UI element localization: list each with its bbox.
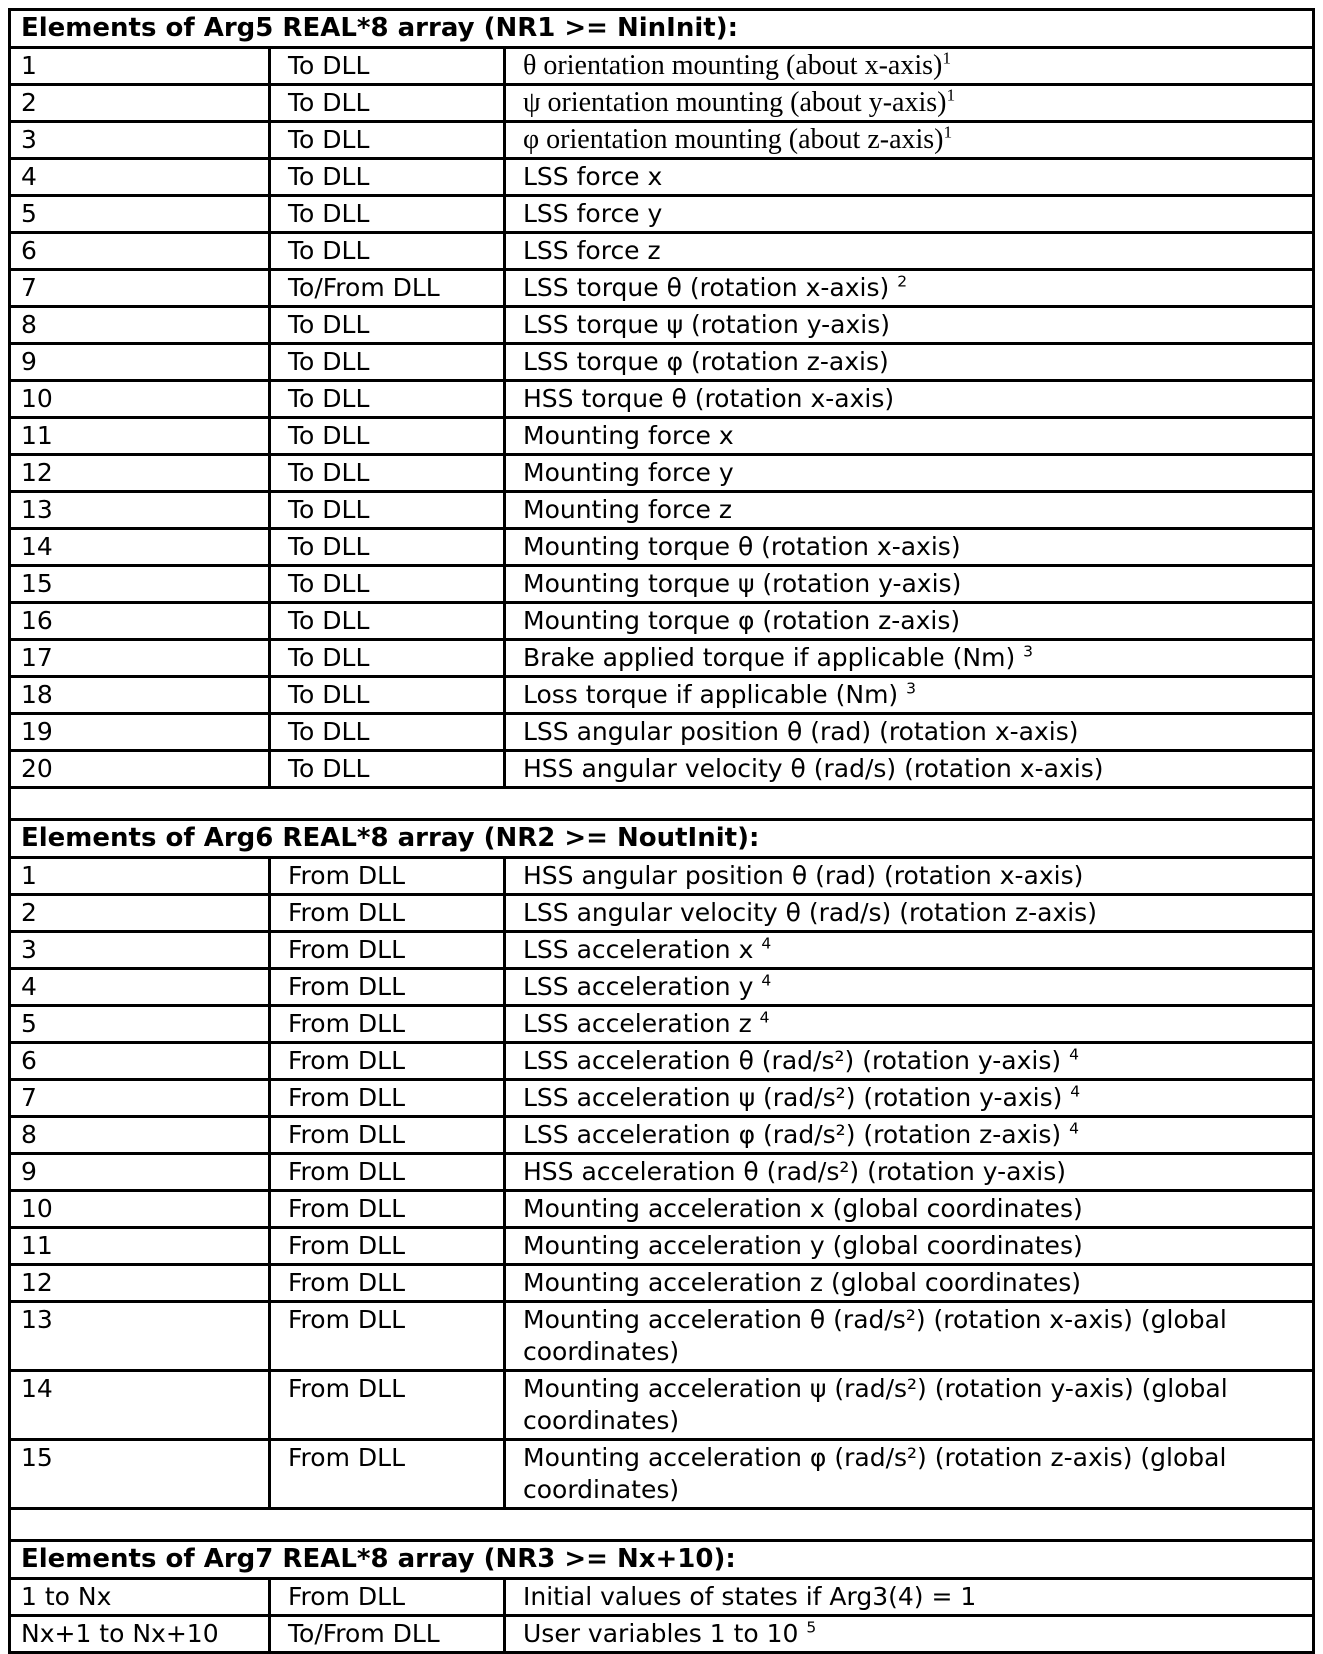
table-row bbox=[10, 1302, 1314, 1371]
table-title: Elements of Arg5 REAL*8 array (NR1 >= NinInit): bbox=[10, 10, 1314, 48]
table-row bbox=[10, 270, 1314, 307]
description-cell: Brake applied torque if applicable (Nm) $^3$ bbox=[505, 640, 1314, 677]
element-index-cell: 20 bbox=[10, 751, 270, 788]
footnote-marker: 3 bbox=[1023, 642, 1034, 661]
direction-cell: From DLL bbox=[270, 1080, 505, 1117]
element-index-cell: 11 bbox=[10, 1228, 270, 1265]
description-cell: LSS acceleration θ (rad/s²) (rotation y-axis) $^4$ bbox=[505, 1043, 1314, 1080]
description-cell: ψ orientation mounting (about y-axis)$^1$ bbox=[505, 85, 1314, 122]
element-index-cell: 4 bbox=[10, 969, 270, 1006]
element-index-cell: 19 bbox=[10, 714, 270, 751]
table-row bbox=[10, 492, 1314, 529]
element-index-cell: 17 bbox=[10, 640, 270, 677]
table-row bbox=[10, 1043, 1314, 1080]
table-spacer-row bbox=[10, 1509, 1314, 1541]
direction-cell: From DLL bbox=[270, 1043, 505, 1080]
footnote-marker: 1 bbox=[946, 85, 956, 105]
table-row bbox=[10, 48, 1314, 85]
direction-cell: From DLL bbox=[270, 1579, 505, 1616]
description-cell: Mounting force x bbox=[505, 418, 1314, 455]
table-row bbox=[10, 122, 1314, 159]
direction-cell: To DLL bbox=[270, 233, 505, 270]
description-cell: Mounting acceleration ψ (rad/s²) (rotation y-axis) (global coordinates) bbox=[505, 1371, 1314, 1440]
description-cell: θ orientation mounting (about x-axis)$^1$ bbox=[505, 48, 1314, 85]
description-cell: Mounting torque ψ (rotation y-axis) bbox=[505, 566, 1314, 603]
table-row bbox=[10, 1154, 1314, 1191]
element-index-cell: 1 to Nx bbox=[10, 1579, 270, 1616]
element-index-cell: 3 bbox=[10, 932, 270, 969]
element-index-cell: 1 bbox=[10, 858, 270, 895]
footnote-marker: 4 bbox=[759, 1008, 770, 1027]
footnote-marker: 4 bbox=[1070, 1082, 1081, 1101]
table-row bbox=[10, 640, 1314, 677]
description-cell: Mounting force z bbox=[505, 492, 1314, 529]
element-index-cell: Nx+1 to Nx+10 bbox=[10, 1616, 270, 1653]
direction-cell: To DLL bbox=[270, 159, 505, 196]
description-cell: LSS torque φ (rotation z-axis) bbox=[505, 344, 1314, 381]
element-index-cell: 14 bbox=[10, 529, 270, 566]
description-cell: Mounting torque φ (rotation z-axis) bbox=[505, 603, 1314, 640]
element-index-cell: 10 bbox=[10, 1191, 270, 1228]
element-index-cell: 11 bbox=[10, 418, 270, 455]
table-row bbox=[10, 751, 1314, 788]
description-cell: LSS acceleration z $^4$ bbox=[505, 1006, 1314, 1043]
table-row bbox=[10, 85, 1314, 122]
description-cell: Mounting acceleration y (global coordinates) bbox=[505, 1228, 1314, 1265]
table-row bbox=[10, 895, 1314, 932]
table-title-row bbox=[10, 820, 1314, 858]
table-title-row bbox=[10, 10, 1314, 48]
element-index-cell: 4 bbox=[10, 159, 270, 196]
element-index-cell: 7 bbox=[10, 1080, 270, 1117]
description-cell: Mounting acceleration x (global coordinates) bbox=[505, 1191, 1314, 1228]
table-row bbox=[10, 381, 1314, 418]
element-index-cell: 8 bbox=[10, 1117, 270, 1154]
direction-cell: From DLL bbox=[270, 969, 505, 1006]
direction-cell: To DLL bbox=[270, 85, 505, 122]
direction-cell: From DLL bbox=[270, 1191, 505, 1228]
table-row bbox=[10, 969, 1314, 1006]
description-cell: LSS force z bbox=[505, 233, 1314, 270]
footnote-marker: 2 bbox=[897, 272, 908, 291]
description-cell: φ orientation mounting (about z-axis)$^1$ bbox=[505, 122, 1314, 159]
description-cell: LSS force x bbox=[505, 159, 1314, 196]
direction-cell: From DLL bbox=[270, 1117, 505, 1154]
table-row bbox=[10, 159, 1314, 196]
table-row bbox=[10, 714, 1314, 751]
element-index-cell: 13 bbox=[10, 492, 270, 529]
element-index-cell: 7 bbox=[10, 270, 270, 307]
element-index-cell: 16 bbox=[10, 603, 270, 640]
description-cell: HSS torque θ (rotation x-axis) bbox=[505, 381, 1314, 418]
element-index-cell: 15 bbox=[10, 1440, 270, 1509]
description-cell: LSS acceleration y $^4$ bbox=[505, 969, 1314, 1006]
element-index-cell: 6 bbox=[10, 233, 270, 270]
table-row bbox=[10, 1006, 1314, 1043]
table-row bbox=[10, 858, 1314, 895]
element-index-cell: 15 bbox=[10, 566, 270, 603]
direction-cell: To DLL bbox=[270, 603, 505, 640]
direction-cell: To DLL bbox=[270, 529, 505, 566]
table-row bbox=[10, 1616, 1314, 1653]
element-index-cell: 8 bbox=[10, 307, 270, 344]
footnote-marker: 4 bbox=[761, 971, 772, 990]
table-row bbox=[10, 307, 1314, 344]
table-row bbox=[10, 1440, 1314, 1509]
direction-cell: From DLL bbox=[270, 1371, 505, 1440]
element-index-cell: 12 bbox=[10, 455, 270, 492]
direction-cell: To DLL bbox=[270, 344, 505, 381]
description-cell: LSS torque ψ (rotation y-axis) bbox=[505, 307, 1314, 344]
description-cell: Mounting acceleration θ (rad/s²) (rotation x-axis) (global coordinates) bbox=[505, 1302, 1314, 1371]
table-row bbox=[10, 1117, 1314, 1154]
table-title: Elements of Arg6 REAL*8 array (NR2 >= NoutInit): bbox=[10, 820, 1314, 858]
element-index-cell: 2 bbox=[10, 85, 270, 122]
table-row bbox=[10, 455, 1314, 492]
array-elements-table bbox=[8, 8, 1315, 1654]
description-cell: LSS force y bbox=[505, 196, 1314, 233]
direction-cell: From DLL bbox=[270, 858, 505, 895]
direction-cell: From DLL bbox=[270, 1440, 505, 1509]
element-index-cell: 1 bbox=[10, 48, 270, 85]
direction-cell: To DLL bbox=[270, 418, 505, 455]
direction-cell: To DLL bbox=[270, 48, 505, 85]
direction-cell: To DLL bbox=[270, 751, 505, 788]
description-cell: Mounting acceleration φ (rad/s²) (rotation z-axis) (global coordinates) bbox=[505, 1440, 1314, 1509]
table-spacer-row bbox=[10, 788, 1314, 820]
direction-cell: To DLL bbox=[270, 566, 505, 603]
direction-cell: To DLL bbox=[270, 492, 505, 529]
element-index-cell: 13 bbox=[10, 1302, 270, 1371]
description-cell: HSS angular position θ (rad) (rotation x-axis) bbox=[505, 858, 1314, 895]
table-row bbox=[10, 1579, 1314, 1616]
direction-cell: To/From DLL bbox=[270, 270, 505, 307]
element-index-cell: 14 bbox=[10, 1371, 270, 1440]
direction-cell: To/From DLL bbox=[270, 1616, 505, 1653]
direction-cell: From DLL bbox=[270, 895, 505, 932]
table-row bbox=[10, 233, 1314, 270]
table-row bbox=[10, 196, 1314, 233]
footnote-marker: 4 bbox=[761, 934, 772, 953]
table-row bbox=[10, 566, 1314, 603]
direction-cell: From DLL bbox=[270, 1302, 505, 1371]
footnote-marker: 4 bbox=[1069, 1045, 1079, 1064]
table-row bbox=[10, 1191, 1314, 1228]
description-cell: LSS acceleration ψ (rad/s²) (rotation y-axis) $^4$ bbox=[505, 1080, 1314, 1117]
description-cell: Initial values of states if Arg3(4) = 1 bbox=[505, 1579, 1314, 1616]
direction-cell: To DLL bbox=[270, 677, 505, 714]
element-index-cell: 9 bbox=[10, 1154, 270, 1191]
table-title: Elements of Arg7 REAL*8 array (NR3 >= Nx+10): bbox=[10, 1541, 1314, 1579]
element-index-cell: 3 bbox=[10, 122, 270, 159]
table-row bbox=[10, 677, 1314, 714]
table-row bbox=[10, 418, 1314, 455]
description-cell: LSS acceleration φ (rad/s²) (rotation z-axis) $^4$ bbox=[505, 1117, 1314, 1154]
array-elements-table-body bbox=[10, 10, 1314, 1653]
footnote-marker: 3 bbox=[906, 679, 916, 698]
footnote-marker: 4 bbox=[1069, 1119, 1079, 1138]
table-row bbox=[10, 603, 1314, 640]
direction-cell: From DLL bbox=[270, 1265, 505, 1302]
direction-cell: To DLL bbox=[270, 122, 505, 159]
element-index-cell: 5 bbox=[10, 1006, 270, 1043]
direction-cell: From DLL bbox=[270, 1154, 505, 1191]
direction-cell: To DLL bbox=[270, 307, 505, 344]
direction-cell: To DLL bbox=[270, 381, 505, 418]
description-cell: HSS acceleration θ (rad/s²) (rotation y-axis) bbox=[505, 1154, 1314, 1191]
element-index-cell: 2 bbox=[10, 895, 270, 932]
description-cell: LSS angular velocity θ (rad/s) (rotation z-axis) bbox=[505, 895, 1314, 932]
direction-cell: To DLL bbox=[270, 196, 505, 233]
description-cell: Mounting acceleration z (global coordinates) bbox=[505, 1265, 1314, 1302]
direction-cell: From DLL bbox=[270, 932, 505, 969]
description-cell: Mounting torque θ (rotation x-axis) bbox=[505, 529, 1314, 566]
element-index-cell: 18 bbox=[10, 677, 270, 714]
footnote-marker: 5 bbox=[806, 1618, 817, 1637]
table-spacer-cell bbox=[10, 788, 1314, 820]
element-index-cell: 10 bbox=[10, 381, 270, 418]
table-row bbox=[10, 1265, 1314, 1302]
direction-cell: To DLL bbox=[270, 714, 505, 751]
direction-cell: From DLL bbox=[270, 1006, 505, 1043]
description-cell: Loss torque if applicable (Nm) $^3$ bbox=[505, 677, 1314, 714]
direction-cell: From DLL bbox=[270, 1228, 505, 1265]
direction-cell: To DLL bbox=[270, 640, 505, 677]
table-spacer-cell bbox=[10, 1509, 1314, 1541]
description-cell: User variables 1 to 10 $^5$ bbox=[505, 1616, 1314, 1653]
footnote-marker: 1 bbox=[942, 48, 952, 68]
direction-cell: To DLL bbox=[270, 455, 505, 492]
table-row bbox=[10, 932, 1314, 969]
description-cell: LSS acceleration x $^4$ bbox=[505, 932, 1314, 969]
description-cell: LSS torque θ (rotation x-axis) $^2$ bbox=[505, 270, 1314, 307]
footnote-marker: 1 bbox=[943, 122, 953, 142]
description-cell: LSS angular position θ (rad) (rotation x-axis) bbox=[505, 714, 1314, 751]
element-index-cell: 5 bbox=[10, 196, 270, 233]
description-cell: Mounting force y bbox=[505, 455, 1314, 492]
element-index-cell: 6 bbox=[10, 1043, 270, 1080]
description-cell: HSS angular velocity θ (rad/s) (rotation x-axis) bbox=[505, 751, 1314, 788]
table-row bbox=[10, 1371, 1314, 1440]
element-index-cell: 9 bbox=[10, 344, 270, 381]
table-row bbox=[10, 529, 1314, 566]
table-row bbox=[10, 1228, 1314, 1265]
table-row bbox=[10, 1080, 1314, 1117]
element-index-cell: 12 bbox=[10, 1265, 270, 1302]
table-row bbox=[10, 344, 1314, 381]
